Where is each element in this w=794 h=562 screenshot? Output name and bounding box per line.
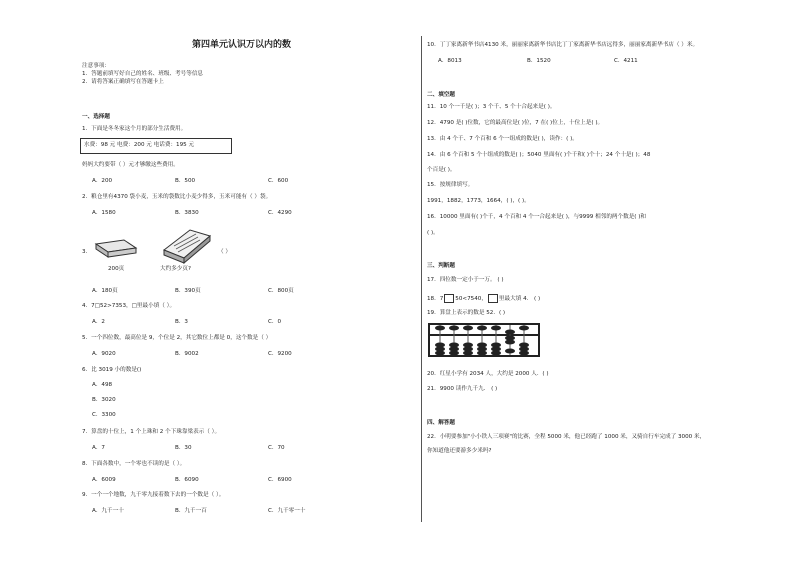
section-heading: 四、解答题 <box>427 420 455 426</box>
book-label: 200页 <box>108 266 125 272</box>
option-c: C．70 <box>268 445 285 451</box>
question-text: 妈妈大约要带（ ）元才够缴这些费用。 <box>82 162 179 168</box>
option-a: A．498 <box>92 382 113 388</box>
problem-line: 22．小明要参加"小小铁人三项赛"的比赛，全程 5000 米，他已经跑了 1000 米，又骑自行车完成了 3000 米， <box>427 434 706 440</box>
question-text: 2．粮仓里有4370 袋小麦，玉米的袋数比小麦少得多，玉米可能有（ ）袋。 <box>82 194 272 200</box>
question-text: 6．比 3019 小的数是() <box>82 367 142 373</box>
option-c: C．九千零一十 <box>268 508 306 514</box>
question-text: 9．一个一个地数，九千零九接着数下去的一个数是（ ）。 <box>82 492 225 498</box>
option-a: A．7 <box>92 445 105 451</box>
judge-line <box>427 294 540 303</box>
fill-line: 16．10000 里面有( )个千，4 个百和 4 个一合起来是( )，与9999 相邻的两个数是( )和 <box>427 214 647 220</box>
question-text: 10．丁丁家离新华书店4130 米，丽丽家离新华书店比丁丁家离新华书店远得多，丽丽家离新华书店（ ）米。 <box>427 42 699 48</box>
judge-line: 20．红星小学有 2034 人，大约是 2000 人．( ) <box>427 371 549 377</box>
q18-part-b: 50<7540， <box>455 296 487 302</box>
option-b: B．500 <box>175 178 196 184</box>
option-b: B．6090 <box>175 477 199 483</box>
book-question: 大约多少页? <box>160 266 191 272</box>
option-c: C．9200 <box>268 351 292 357</box>
fill-line: 个百是( )。 <box>427 167 456 173</box>
option-a: A．1580 <box>92 210 116 216</box>
fees-text: 水费：98 元 电费：200 元 电话费：195 元 <box>84 142 195 148</box>
judge-line: 21．9900 读作九千九． ( ) <box>427 386 498 392</box>
fill-line: ( )。 <box>427 230 439 236</box>
option-b: B．3020 <box>92 397 116 403</box>
option-c: C．4211 <box>614 58 638 64</box>
fill-line: 15．按规律填写。 <box>427 182 474 188</box>
option-a: A．180页 <box>92 288 118 294</box>
abacus-icon <box>428 323 540 357</box>
fill-line: 11．10 个一千是( )；3 个千、5 个十合起来是( )。 <box>427 104 556 110</box>
option-c: C．4290 <box>268 210 292 216</box>
column-divider <box>421 36 422 522</box>
question-text: 4．7□52>7353，□里最小填（ ）。 <box>82 303 176 309</box>
question-text: 1．下面是冬冬家这个月的部分生活费用。 <box>82 126 187 132</box>
question-text: 8．下面各数中，一个零也不读的是（ ）。 <box>82 461 186 467</box>
option-b: B．3 <box>175 319 188 325</box>
option-a: A．200 <box>92 178 113 184</box>
option-c: C．0 <box>268 319 282 325</box>
option-b: B．九千一百 <box>175 508 207 514</box>
empty-box-icon <box>488 294 498 303</box>
section-heading: 一、选择题 <box>82 114 110 120</box>
option-b: B．30 <box>175 445 192 451</box>
q18-part-a: 18．7 <box>427 296 444 302</box>
section-heading: 二、填空题 <box>427 92 455 98</box>
question-number: 3． <box>82 249 92 255</box>
judge-line: 19．算盘上表示的数是 52．( ) <box>427 310 506 316</box>
option-c: C．800页 <box>268 288 294 294</box>
option-c: C．6900 <box>268 477 292 483</box>
option-a: A．2 <box>92 319 105 325</box>
notes-item: 1．答题前填写好自己的姓名、班级、考号等信息 <box>82 71 204 77</box>
option-a: A．九千一十 <box>92 508 124 514</box>
problem-line: 你知道他还要游多少米吗? <box>427 448 492 454</box>
option-b: B．3830 <box>175 210 199 216</box>
option-c: C．600 <box>268 178 289 184</box>
thick-book-icon <box>160 228 220 264</box>
fill-line: 13．由 4 个千、7 个百和 6 个一组成的数是( )，读作：( )。 <box>427 136 578 142</box>
fill-line: 14．由 6 个百和 5 个十组成的数是( )；5040 里面有( )个千和( )个十；24 个十是( )；48 <box>427 152 651 158</box>
option-c: C．3300 <box>92 412 116 418</box>
section-heading: 三、判断题 <box>427 263 455 269</box>
empty-box-icon <box>444 294 454 303</box>
q18-part-c: 里最大填 4． ( ) <box>498 296 541 302</box>
question-text: 7．算盘的十位上，1 个上珠和 2 个下珠靠梁表示（ ）。 <box>82 429 221 435</box>
option-a: A．9020 <box>92 351 116 357</box>
thin-book-icon <box>94 230 138 260</box>
option-b: B．9002 <box>175 351 199 357</box>
fill-line: 12．4790 是( )位数，它的最高位是( )位，7 在( )位上，十位上是( )。 <box>427 120 604 126</box>
question-text: 5．一个四位数，最高位是 9，个位是 2，其它数位上都是 0，这个数是（ ） <box>82 335 272 341</box>
fill-line: 1991，1882，1773，1664，( )，( )。 <box>427 198 530 204</box>
notes-item: 2．请将答案正确填写在答题卡上 <box>82 79 164 85</box>
option-a: A．6009 <box>92 477 116 483</box>
answer-blank: （ ） <box>218 249 231 255</box>
option-a: A．8013 <box>438 58 462 64</box>
option-b: B．390页 <box>175 288 201 294</box>
notes-heading: 注意事项： <box>82 63 110 69</box>
option-b: B．1520 <box>527 58 551 64</box>
judge-line: 17．四位数一定小于一万。 ( ) <box>427 277 504 283</box>
page-title: 第四单元认识万以内的数 <box>192 40 292 50</box>
